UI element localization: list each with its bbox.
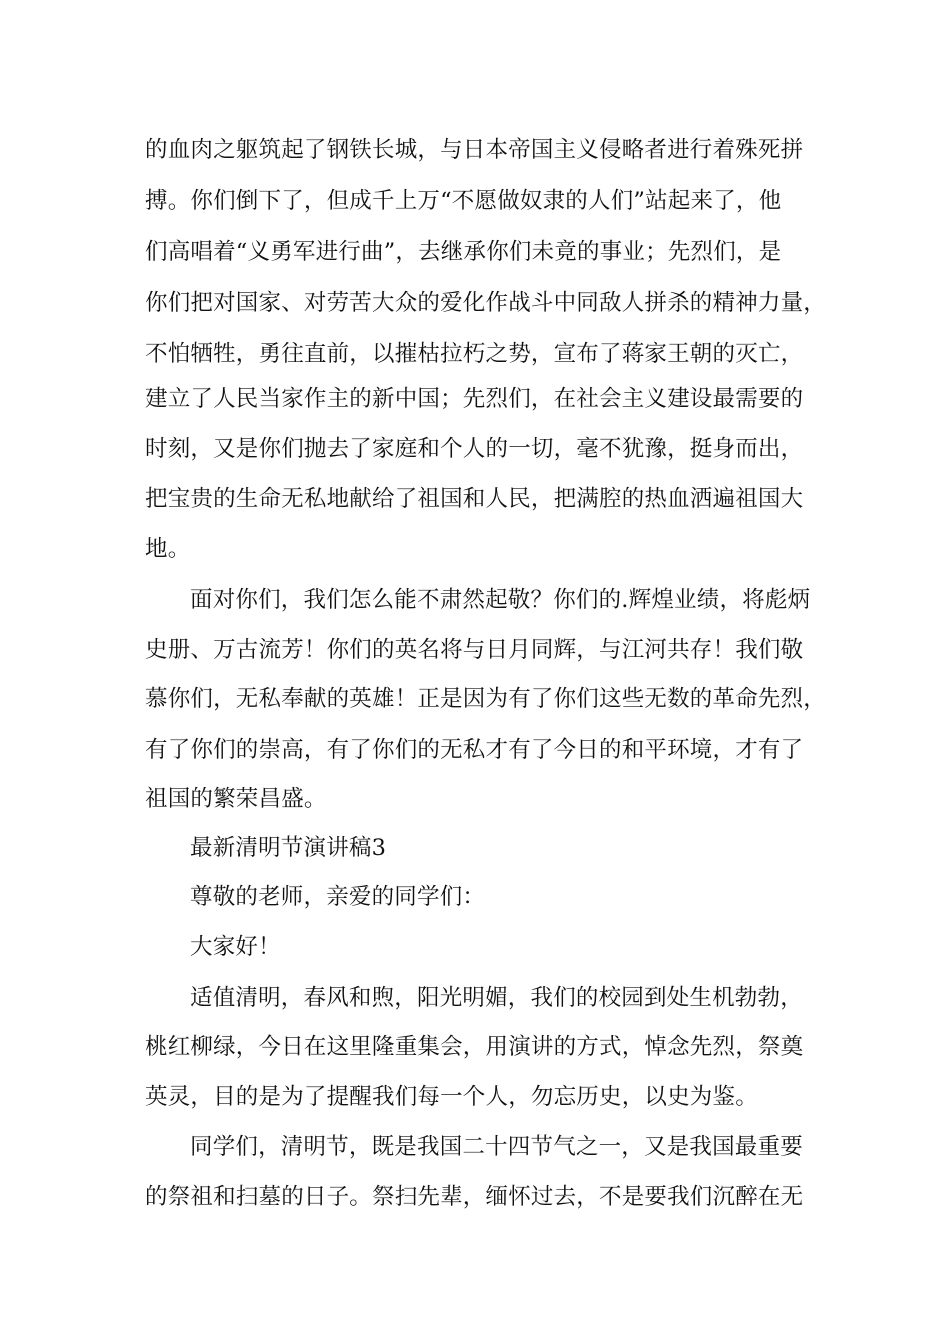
paragraph-start-line: 适值清明，春风和煦，阳光明媚，我们的校园到处生机勃勃， (190, 985, 803, 1011)
paragraph-start-line: 同学们，清明节，既是我国二十四节气之一，又是我国最重要 (190, 1134, 803, 1160)
text-line: 建立了人民当家作主的新中国；先烈们，在社会主义建设最需要的 (145, 386, 804, 412)
text-line: 的祭祖和扫墓的日子。祭扫先辈，缅怀过去，不是要我们沉醉在无 (145, 1184, 804, 1210)
section-heading: 最新清明节演讲稿3 (190, 835, 387, 861)
greeting: 大家好！ (190, 934, 281, 960)
text-line: 不怕牺牲，勇往直前，以摧枯拉朽之势，宣布了蒋家王朝的灭亡， (145, 341, 804, 367)
text-line: 时刻，又是你们抛去了家庭和个人的一切，毫不犹豫，挺身而出， (145, 436, 804, 462)
text-line: 把宝贵的生命无私地献给了祖国和人民，把满腔的热血洒遍祖国大 (145, 486, 804, 512)
text-line: 祖国的繁荣昌盛。 (145, 786, 327, 812)
text-line: 英灵，目的是为了提醒我们每一个人，勿忘历史，以史为鉴。 (145, 1084, 758, 1110)
text-line: 桃红柳绿，今日在这里隆重集会，用演讲的方式，悼念先烈，祭奠 (145, 1034, 804, 1060)
text-line: 慕你们，无私奉献的英雄！正是因为有了你们这些无数的革命先烈， (145, 686, 827, 712)
text-line: 的血肉之躯筑起了钢铁长城，与日本帝国主义侵略者进行着殊死拼 (145, 137, 804, 163)
text-line: 地。 (145, 536, 191, 562)
salutation: 尊敬的老师，亲爱的同学们： (190, 884, 486, 910)
text-line: 你们把对国家、对劳苦大众的爱化作战斗中同敌人拼杀的精神力量， (145, 290, 827, 316)
text-line: 有了你们的崇高，有了你们的无私才有了今日的和平环境，才有了 (145, 737, 804, 763)
text-line: 史册、万古流芳！你们的英名将与日月同辉，与江河共存！我们敬 (145, 637, 804, 663)
paragraph-start-line: 面对你们，我们怎么能不肃然起敬？你们的.辉煌业绩，将彪炳 (190, 587, 811, 613)
text-line: 们高唱着“义勇军进行曲”，去继承你们未竟的事业；先烈们，是 (145, 239, 782, 265)
text-line: 搏。你们倒下了，但成千上万“不愿做奴隶的人们”站起来了，他 (145, 188, 782, 214)
